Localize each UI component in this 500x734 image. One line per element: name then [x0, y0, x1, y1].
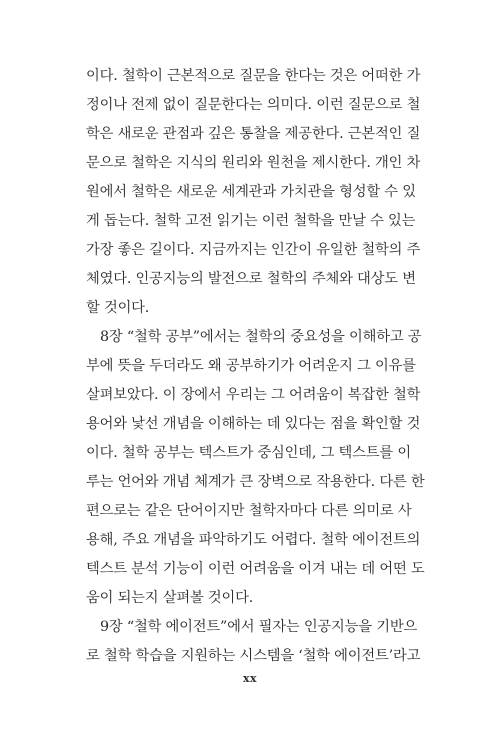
paragraph: [86, 323, 425, 613]
page-number: xx: [242, 672, 258, 685]
text-line: 부에 뜻을 두더라도 왜 공부하기가 어려운지 그 이유를: [86, 358, 416, 374]
body-text: [86, 62, 425, 671]
text-line: 문으로 철학은 지식의 원리와 원천을 제시한다. 개인 차: [86, 155, 421, 171]
text-line: 용해, 주요 개념을 파악하기도 어렵다. 철학 에이전트의: [86, 532, 421, 548]
text-line: 텍스트 분석 기능이 이런 어려움을 이겨 내는 데 어떤 도: [86, 561, 425, 577]
text-line: 편으로는 같은 단어이지만 철학자마다 다른 의미로 사: [86, 503, 412, 519]
paragraph: [86, 613, 421, 671]
text-line: 살펴보았다. 이 장에서 우리는 그 어려움이 복잡한 철학: [86, 387, 421, 403]
text-line: 루는 언어와 개념 체계가 큰 장벽으로 작용한다. 다른 한: [86, 474, 425, 490]
text-line: 원에서 철학은 새로운 세계관과 가치관을 형성할 수 있: [86, 184, 416, 200]
text-line: 할 것이다.: [86, 300, 150, 316]
text-line: 움이 되는지 살펴볼 것이다.: [86, 590, 254, 606]
text-line: 용어와 낯선 개념을 이해하는 데 있다는 점을 확인할 것: [86, 416, 421, 432]
text-line: 이다. 철학이 근본적으로 질문을 한다는 것은 어떠한 가: [86, 68, 421, 84]
text-line: 이다. 철학 공부는 텍스트가 중심인데, 그 텍스트를 이: [86, 445, 411, 461]
text-line: 정이나 전제 없이 질문한다는 의미다. 이런 질문으로 철: [86, 97, 421, 113]
text-line: 체였다. 인공지능의 발전으로 철학의 주체와 대상도 변: [86, 271, 416, 287]
paragraph: [86, 62, 421, 323]
text-line: 게 돕는다. 철학 고전 읽기는 이런 철학을 만날 수 있는: [86, 213, 416, 229]
text-line: 9장 “철학 에이전트”에서 필자는 인공지능을 기반으: [100, 619, 418, 635]
text-line: 로 철학 학습을 지원하는 시스템을 ‘철학 에이전트’라고: [86, 648, 421, 664]
text-line: 가장 좋은 길이다. 지금까지는 인간이 유일한 철학의 주: [86, 242, 421, 258]
text-line: 8장 “철학 공부”에서는 철학의 중요성을 이해하고 공: [100, 329, 422, 345]
text-line: 학은 새로운 관점과 깊은 통찰을 제공한다. 근본적인 질: [86, 126, 421, 142]
